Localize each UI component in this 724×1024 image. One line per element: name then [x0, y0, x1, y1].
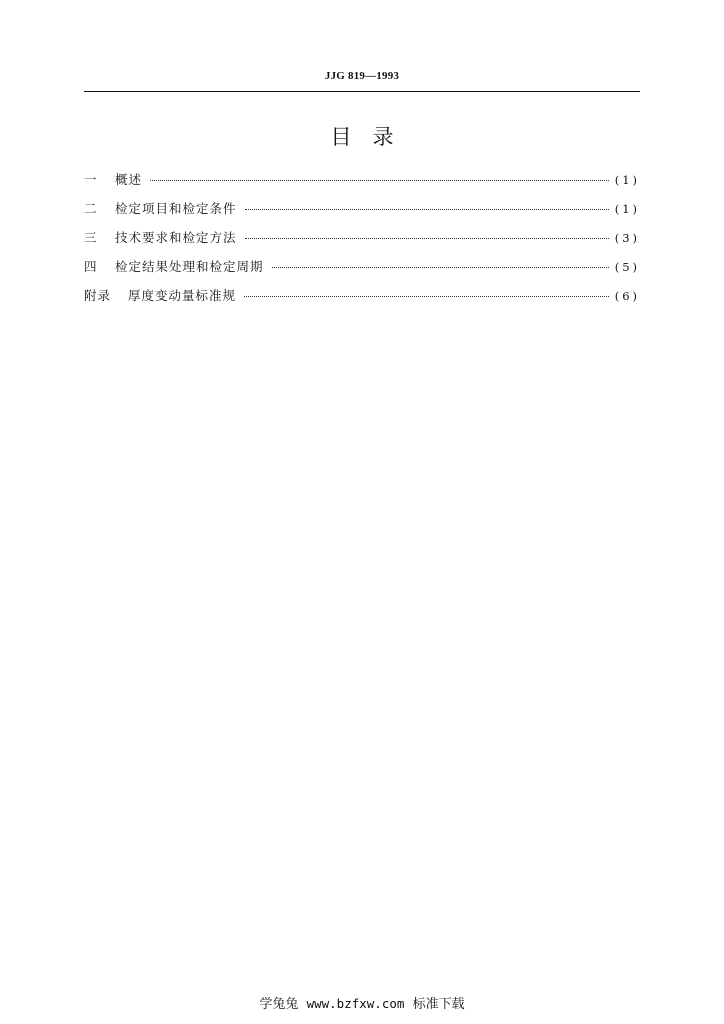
toc-entry-number: 二: [84, 201, 98, 216]
toc-entry-title: 检定结果处理和检定周期: [115, 259, 264, 274]
toc-entry-page: (5): [614, 260, 640, 274]
toc-entry-number: 三: [84, 230, 98, 245]
toc-entry-results-period[interactable]: [84, 257, 640, 286]
header-divider: [84, 91, 640, 92]
toc-entry-page: (1): [614, 202, 640, 216]
toc-entry-title: 检定项目和检定条件: [115, 201, 237, 216]
toc-entry-page: (3): [614, 231, 640, 245]
footer-url-link[interactable]: www.bzfxw.com: [306, 996, 405, 1011]
toc-entry-title: 概述: [115, 172, 143, 187]
table-of-contents: [84, 170, 640, 315]
toc-entry-page: (6): [614, 289, 640, 303]
toc-entry-overview[interactable]: [84, 170, 640, 199]
footer-watermark: [0, 993, 724, 1012]
dot-leader: [244, 296, 609, 297]
toc-entry-appendix[interactable]: [84, 286, 640, 315]
dot-leader: [150, 180, 609, 181]
toc-entry-number: 四: [84, 259, 98, 274]
dot-leader: [245, 209, 609, 210]
footer-site-name: 学兔兔: [259, 997, 299, 1012]
document-code: JJG 819—1993: [324, 70, 400, 82]
toc-entry-page: (1): [614, 173, 640, 187]
toc-entry-number: 附录: [84, 288, 112, 303]
toc-title: 目 录: [330, 125, 394, 149]
toc-entry-items-conditions[interactable]: [84, 199, 640, 228]
toc-entry-title: 厚度变动量标准规: [128, 288, 237, 303]
dot-leader: [245, 238, 609, 239]
toc-entry-title: 技术要求和检定方法: [115, 230, 237, 245]
toc-entry-requirements-methods[interactable]: [84, 228, 640, 257]
footer-tagline: 标准下载: [412, 997, 465, 1012]
toc-entry-number: 一: [84, 172, 98, 187]
dot-leader: [272, 267, 609, 268]
